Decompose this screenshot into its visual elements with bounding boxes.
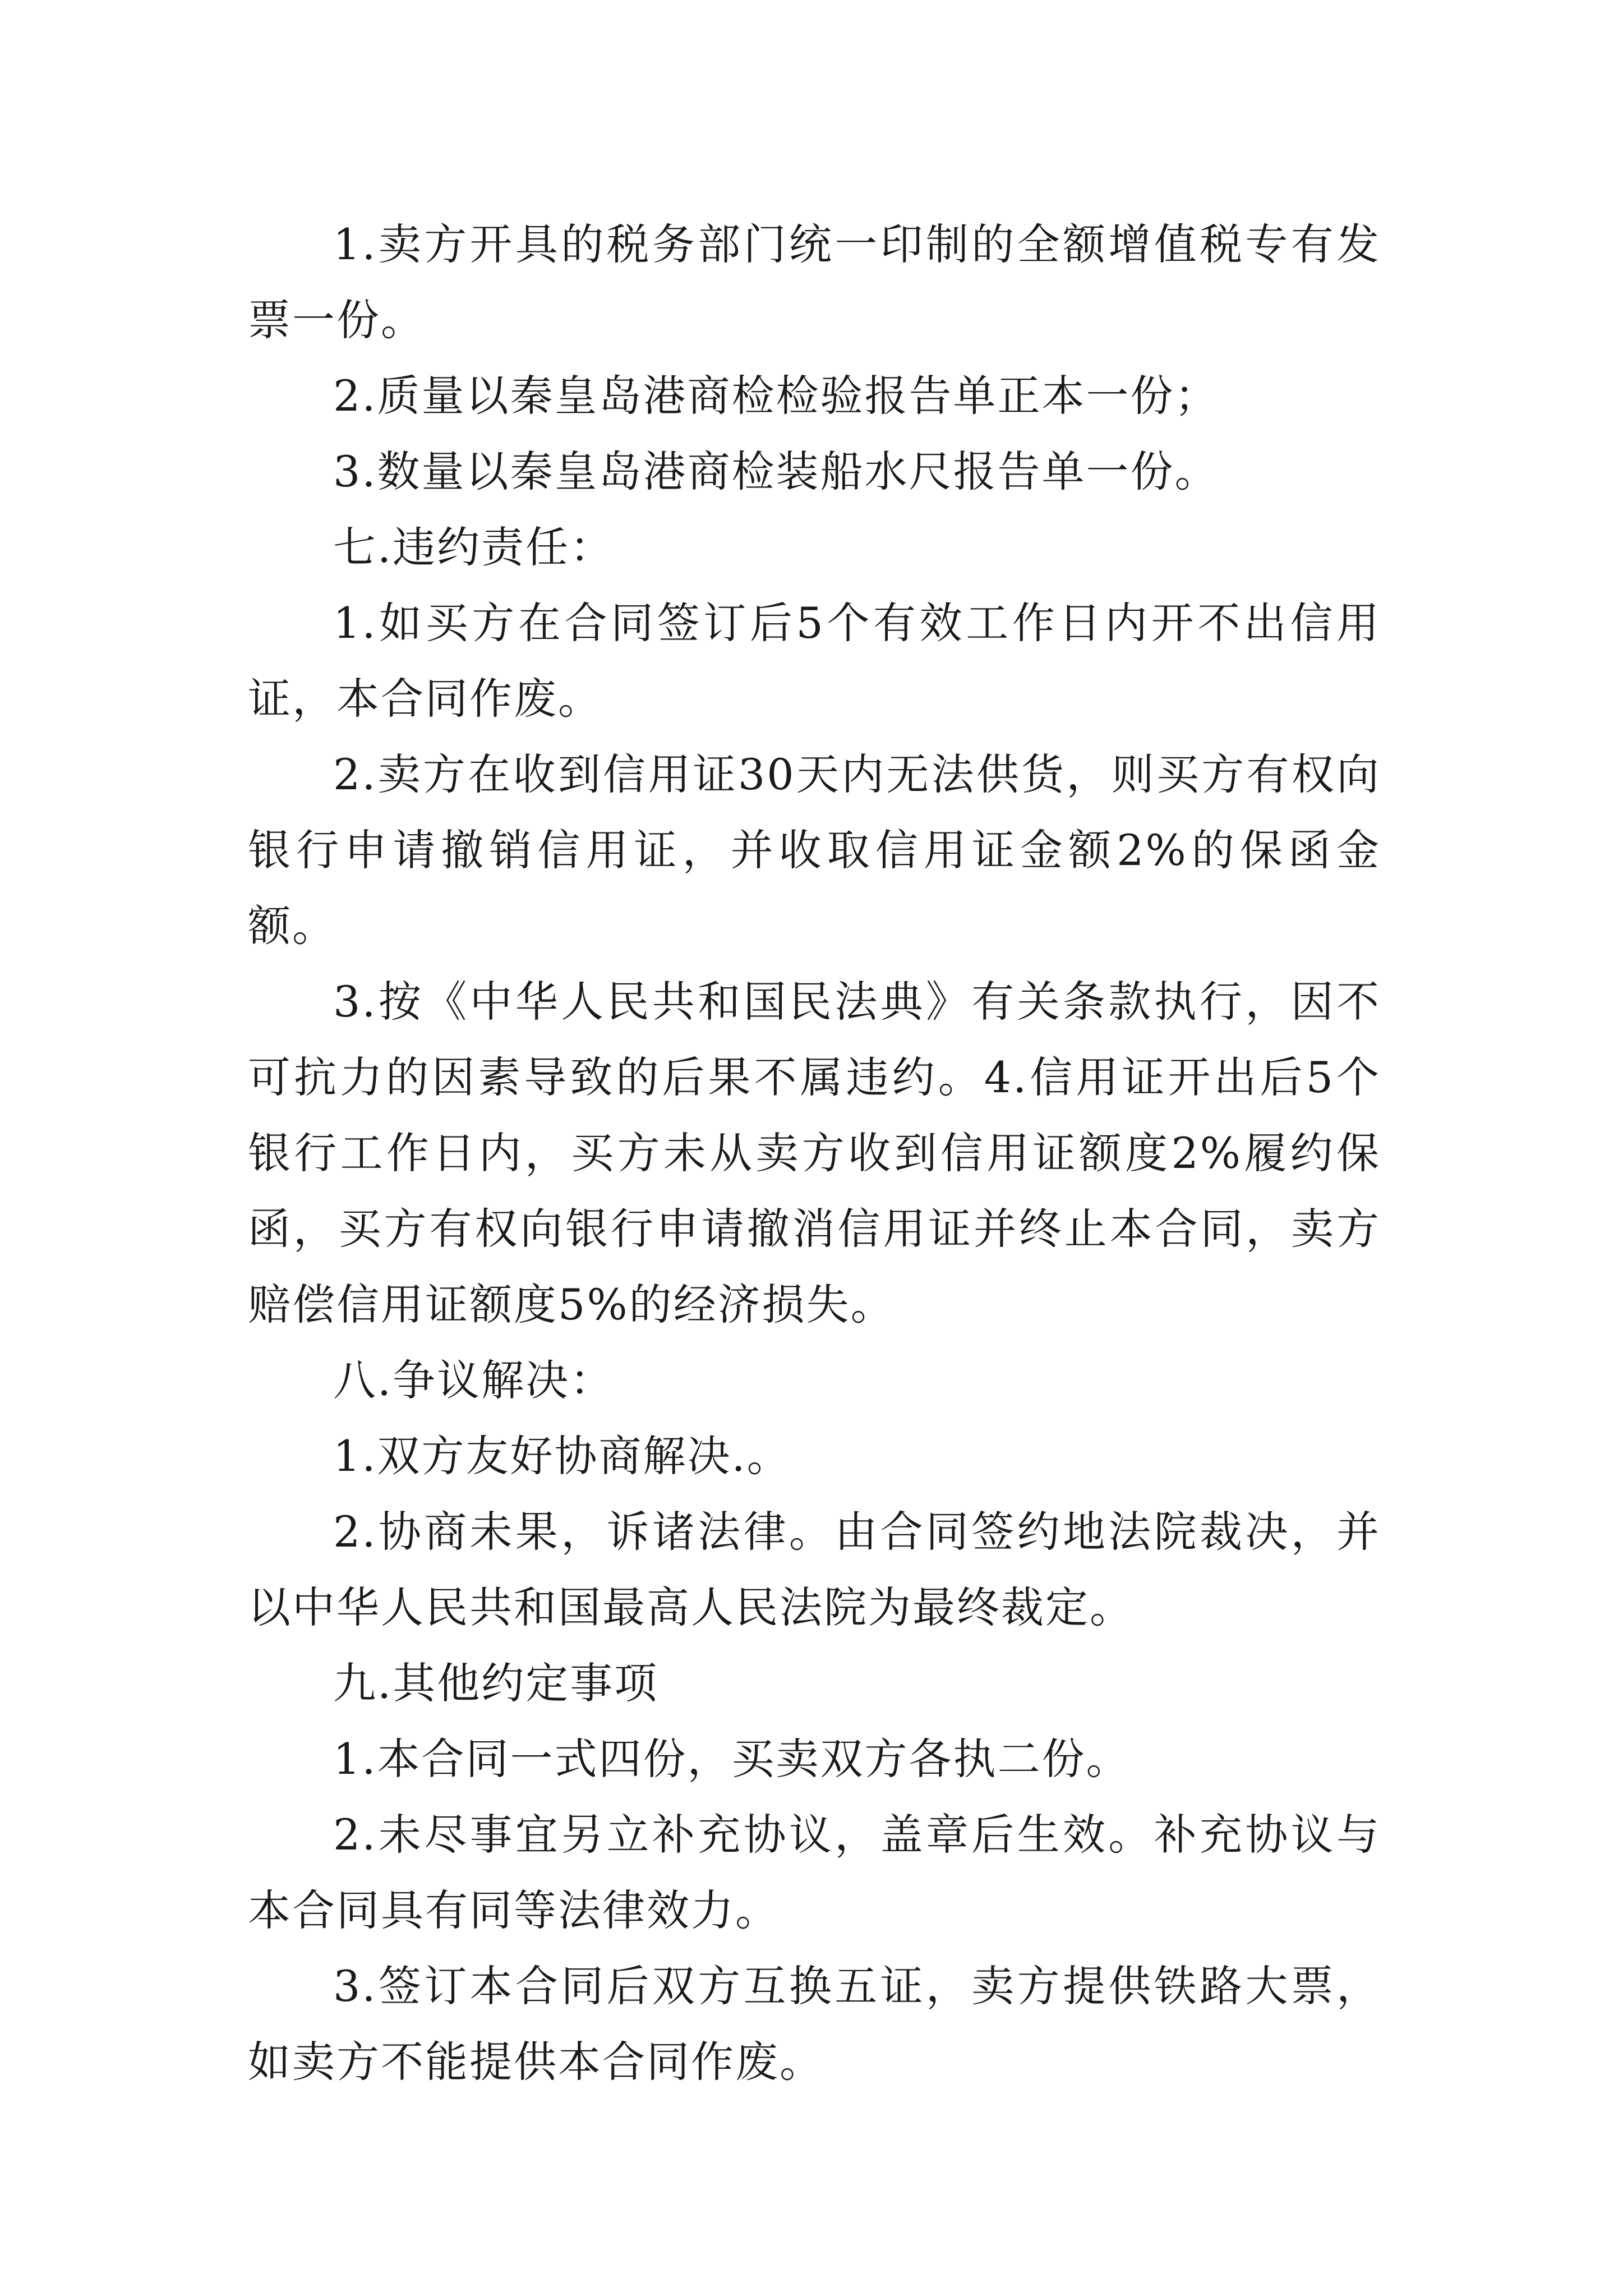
paragraph-other-1: 1.本合同一式四份，买卖双方各执二份。: [333, 1734, 1131, 1784]
section-heading-other: 九.其他约定事项: [333, 1658, 659, 1708]
paragraph-breach-3: 3.按《中华人民共和国民法典》有关条款执行，因不可抗力的因素导致的后果不属违约。4.信用证开出后5个银行工作日内，买方未从卖方收到信用证额度2%履约保函，买方有权向银行申请撤消信用证并终止本合同，卖方赔偿信用证额度5%的经济损失。: [248, 977, 1381, 1329]
paragraph-other-2: 2.未尽事宜另立补充协议，盖章后生效。补充协议与本合同具有同等法律效力。: [248, 1810, 1381, 1935]
paragraph-breach-1: 1.如买方在合同签订后5个有效工作日内开不出信用证，本合同作废。: [248, 598, 1381, 724]
section-heading-breach: 七.违约责任：: [333, 522, 615, 572]
paragraph-invoice: 1.卖方开具的税务部门统一印制的全额增值税专有发票一份。: [248, 219, 1381, 345]
section-heading-dispute: 八.争议解决：: [333, 1355, 615, 1405]
document-body: [248, 206, 1381, 2100]
paragraph-breach-2: 2.卖方在收到信用证30天内无法供货，则买方有权向银行申请撤销信用证，并收取信用证金额2%的保函金额。: [248, 749, 1381, 951]
paragraph-dispute-1: 1.双方友好协商解决.。: [333, 1431, 791, 1481]
paragraph-quality: 2.质量以秦皇岛港商检检验报告单正本一份；: [333, 371, 1219, 421]
paragraph-quantity: 3.数量以秦皇岛港商检装船水尺报告单一份。: [333, 447, 1219, 496]
paragraph-other-3: 3.签订本合同后双方互换五证，卖方提供铁路大票，如卖方不能提供本合同作废。: [248, 1961, 1381, 2087]
paragraph-dispute-2: 2.协商未果，诉诸法律。由合同签约地法院裁决，并以中华人民共和国最高人民法院为最终裁定。: [248, 1507, 1381, 1632]
